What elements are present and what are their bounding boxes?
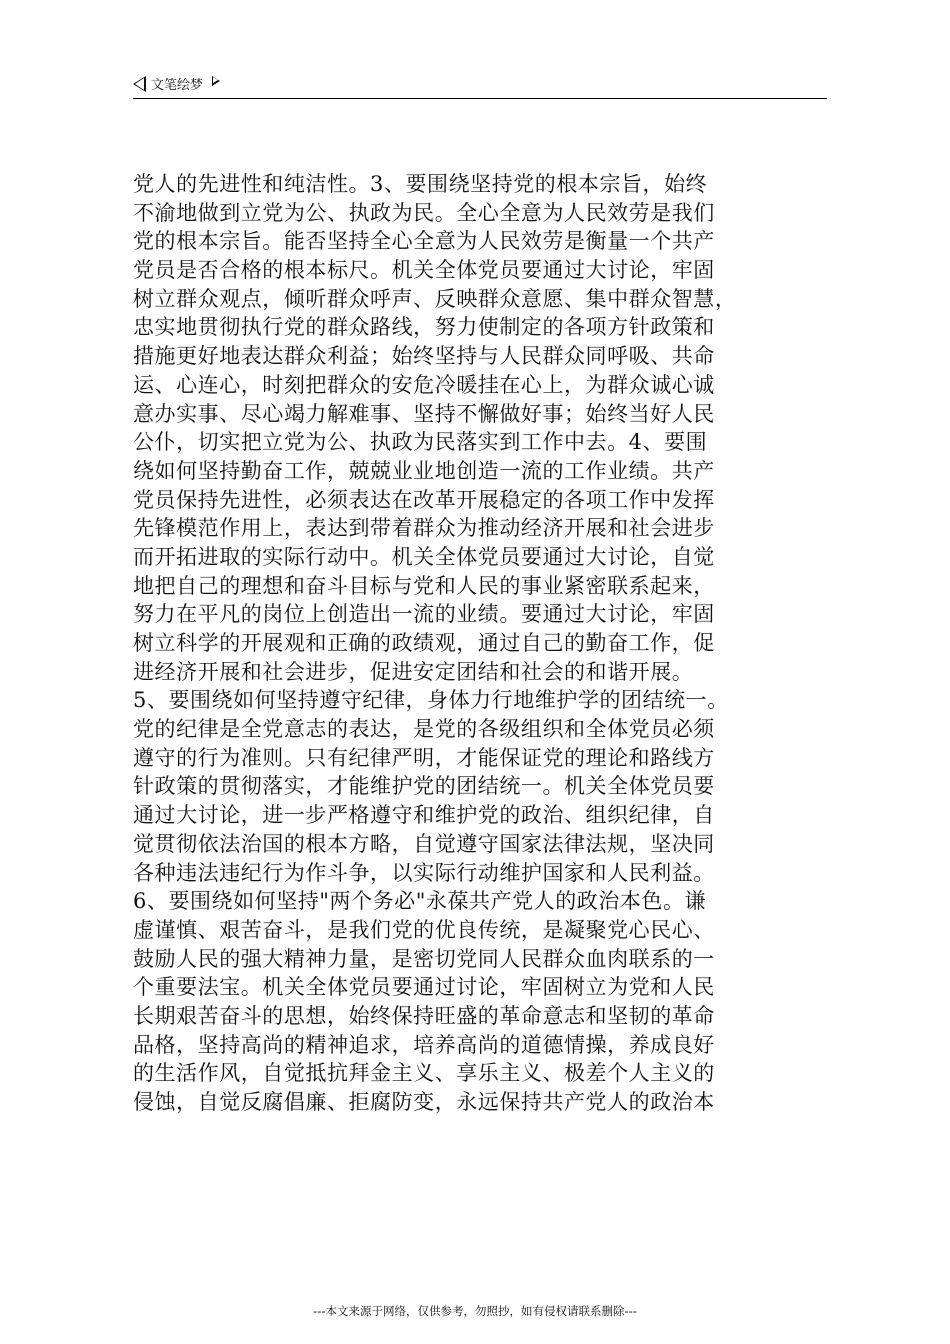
document-body [133,170,833,1117]
text-line: 遵守的行为准则。只有纪律严明，才能保证党的理论和路线方 [133,745,715,770]
text-line: 的生活作风，自觉抵抗拜金主义、享乐主义、极差个人主义的 [133,1061,715,1086]
text-line: 绕如何坚持勤奋工作，兢兢业业地创造一流的工作业绩。共产 [133,458,715,483]
text-line: 侵蚀，自觉反腐倡廉、拒腐防变，永远保持共产党人的政治本 [133,1090,715,1114]
text-line: 党人的先进性和纯洁性。3、要围绕坚持党的根本宗旨，始终 [133,172,708,196]
text-line: 通过大讨论，进一步严格遵守和维护党的政治、组织纪律，自 [133,803,715,828]
text-line: 各种违法违纪行为作斗争，以实际行动维护国家和人民利益。 [133,860,715,885]
text-line: 长期艰苦奋斗的思想，始终保持旺盛的革命意志和坚韧的革命 [133,1003,715,1028]
text-line: 品格，坚持高尚的精神追求，培养高尚的道德情操，养成良好 [133,1032,715,1057]
text-line: 努力在平凡的岗位上创造出一流的业绩。要通过大讨论，牢固 [133,602,715,627]
text-line: 公仆，切实把立党为公、执政为民落实到工作中去。4、要围 [133,430,708,455]
text-line: 树立群众观点，倾听群众呼声、反映群众意愿、集中群众智慧， [133,286,737,311]
text-line: 措施更好地表达群众利益；始终坚持与人民群众同呼吸、共命 [133,344,715,369]
text-line: 5、要围绕如何坚持遵守纪律，身体力行地维护学的团结统一。 [133,688,729,713]
text-line: 党的纪律是全党意志的表达，是党的各级组织和全体党员必须 [133,717,715,742]
text-line: 党员保持先进性，必须表达在改革开展稳定的各项工作中发挥 [133,487,715,512]
text-line: 针政策的贯彻落实，才能维护党的团结统一。机关全体党员要 [133,774,715,799]
text-line: 个重要法宝。机关全体党员要通过讨论，牢固树立为党和人民 [133,975,715,1000]
text-line: 不渝地做到立党为公、执政为民。全心全意为人民效劳是我们 [133,200,715,225]
triangle-right-icon [212,76,220,86]
text-line: 觉贯彻依法治国的根本方略，自觉遵守国家法律法规，坚决同 [133,831,715,856]
text-line: 意办实事、尽心竭力解难事、坚持不懈做好事；始终当好人民 [133,401,715,426]
text-line: 忠实地贯彻执行党的群众路线，努力使制定的各项方针政策和 [133,315,715,340]
page-header [133,72,827,99]
triangle-left-icon [133,76,146,92]
text-line: 6、要围绕如何坚持"两个务必"永葆共产党人的政治本色。谦 [133,889,707,914]
text-line: 鼓励人民的强大精神力量，是密切党同人民群众血肉联系的一 [133,946,715,971]
text-line: 党员是否合格的根本标尺。机关全体党员要通过大讨论，牢固 [133,258,715,283]
header-brand-group [133,74,220,93]
text-line: 党的根本宗旨。能否坚持全心全意为人民效劳是衡量一个共产 [133,229,715,254]
footer-disclaimer: ---本文来源于网络，仅供参考，勿照抄，如有侵权请联系删除--- [313,1304,637,1318]
text-line: 进经济开展和社会进步，促进安定团结和社会的和谐开展。 [133,659,694,684]
text-line: 虚谨慎、艰苦奋斗，是我们党的优良传统，是凝聚党心民心、 [133,917,715,942]
text-line: 树立科学的开展观和正确的政绩观，通过自己的勤奋工作，促 [133,631,715,655]
header-brand: 文笔绘梦 [151,78,204,93]
text-line: 而开拓进取的实际行动中。机关全体党员要通过大讨论，自觉 [133,544,715,569]
text-line: 先锋模范作用上，表达到带着群众为推动经济开展和社会进步 [133,516,715,541]
text-line: 运、心连心，时刻把群众的安危冷暖挂在心上，为群众诚心诚 [133,372,715,397]
text-line: 地把自己的理想和奋斗目标与党和人民的事业紧密联系起来， [133,573,715,598]
